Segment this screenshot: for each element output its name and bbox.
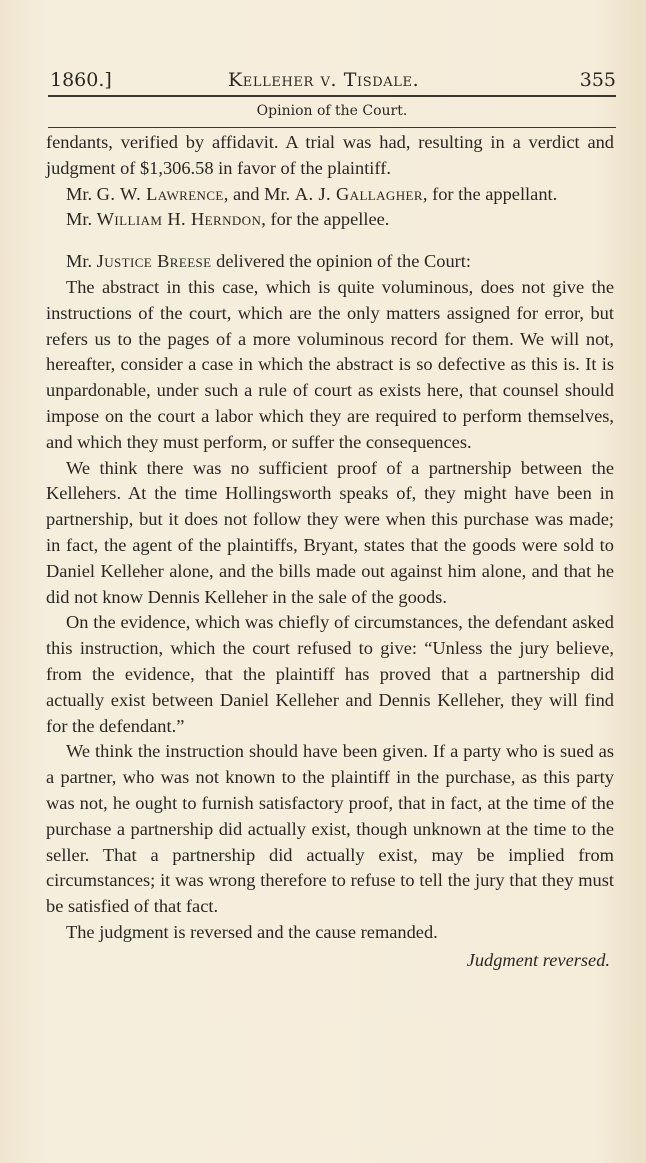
paragraph-abstract: The abstract in this case, which is quite voluminous, does not give the instructions of the court, which are the only matters assigned for error, but refers us to the pages of a more voluminous record for them. We will not, hereafter, consider a case in which the abstract is so defective as this is. It is unpardonable, under such a rule of court as exists here, that counsel should impose on the court a labor which they are required to perform themselves, and which they must perform, or suffer the consequences. bbox=[46, 276, 614, 452]
opinion-text bbox=[46, 130, 614, 974]
counsel-suffix: , for the appellant. bbox=[422, 183, 558, 204]
appellee-prefix: Mr. bbox=[66, 209, 97, 230]
counsel-prefix: Mr. bbox=[66, 183, 97, 204]
header-page-number: 355 bbox=[579, 69, 616, 91]
appellee-suffix: , for the appellee. bbox=[261, 209, 390, 230]
section-subheader: Opinion of the Court. bbox=[256, 103, 408, 119]
paragraph-holding: We think the instruction should have been given. If a party who is sued as a partner, who was not known to the plaintiff in the purchase, as this party was not, he ought to furnish satisfactory proof, that in fact, at the time of the purchase a partnership did actually exist, though unknown at the time to the seller. That a partnership did actually exist, may be implied from circumstances; it was wrong therefore to refuse to tell the jury that they must be satisfied of that fact. bbox=[46, 741, 614, 917]
counsel-name-gallagher: A. J. Gallagher bbox=[294, 183, 423, 204]
header-case-title: Kelleher v. Tisdale. bbox=[228, 69, 420, 91]
counsel-name-lawrence: G. W. Lawrence bbox=[96, 183, 224, 204]
counsel-name-herndon: William H. Herndon bbox=[96, 209, 262, 230]
justice-name: Justice Breese bbox=[96, 251, 212, 272]
paragraph-continuation: fendants, verified by affidavit. A trial was had, resulting in a verdict and judgment of $1,306.58 in favor of the plaintiff. bbox=[46, 132, 614, 178]
header-rule bbox=[48, 95, 616, 97]
justice-prefix: Mr. bbox=[66, 251, 97, 272]
paragraph-disposition: The judgment is reversed and the cause remanded. bbox=[66, 921, 438, 942]
paragraph-instruction: On the evidence, which was chiefly of circumstances, the defendant asked this instruction, which the court refused to give: “Unless the jury believe, from the evidence, that the plaintiff has proved that a partnership did actually exist between Daniel Kelleher and Dennis Kelleher, they will find for the defendant.” bbox=[46, 612, 614, 736]
counsel-middle: , and Mr. bbox=[223, 183, 295, 204]
justice-suffix: delivered the opinion of the Court: bbox=[211, 251, 471, 272]
paragraph-appellant-counsel bbox=[46, 182, 614, 208]
paragraph-partnership-proof: We think there was no sufficient proof of a partnership between the Kellehers. At the time Hollingsworth speaks of, they might have been in partnership, but it does not follow they were when this purchase was made; in fact, the agent of the plaintiffs, Bryant, states that the goods were sold to Daniel Kelleher alone, and the bills made out against him alone, and that he did not know Dennis Kelleher in the sale of the goods. bbox=[46, 457, 614, 607]
paragraph-appellee-counsel bbox=[46, 207, 614, 233]
running-header bbox=[40, 66, 616, 94]
verdict-line: Judgment reversed. bbox=[466, 949, 610, 970]
subheader-rule bbox=[48, 127, 616, 128]
header-year: 1860.] bbox=[50, 69, 112, 91]
paragraph-opinion-intro bbox=[46, 249, 614, 275]
